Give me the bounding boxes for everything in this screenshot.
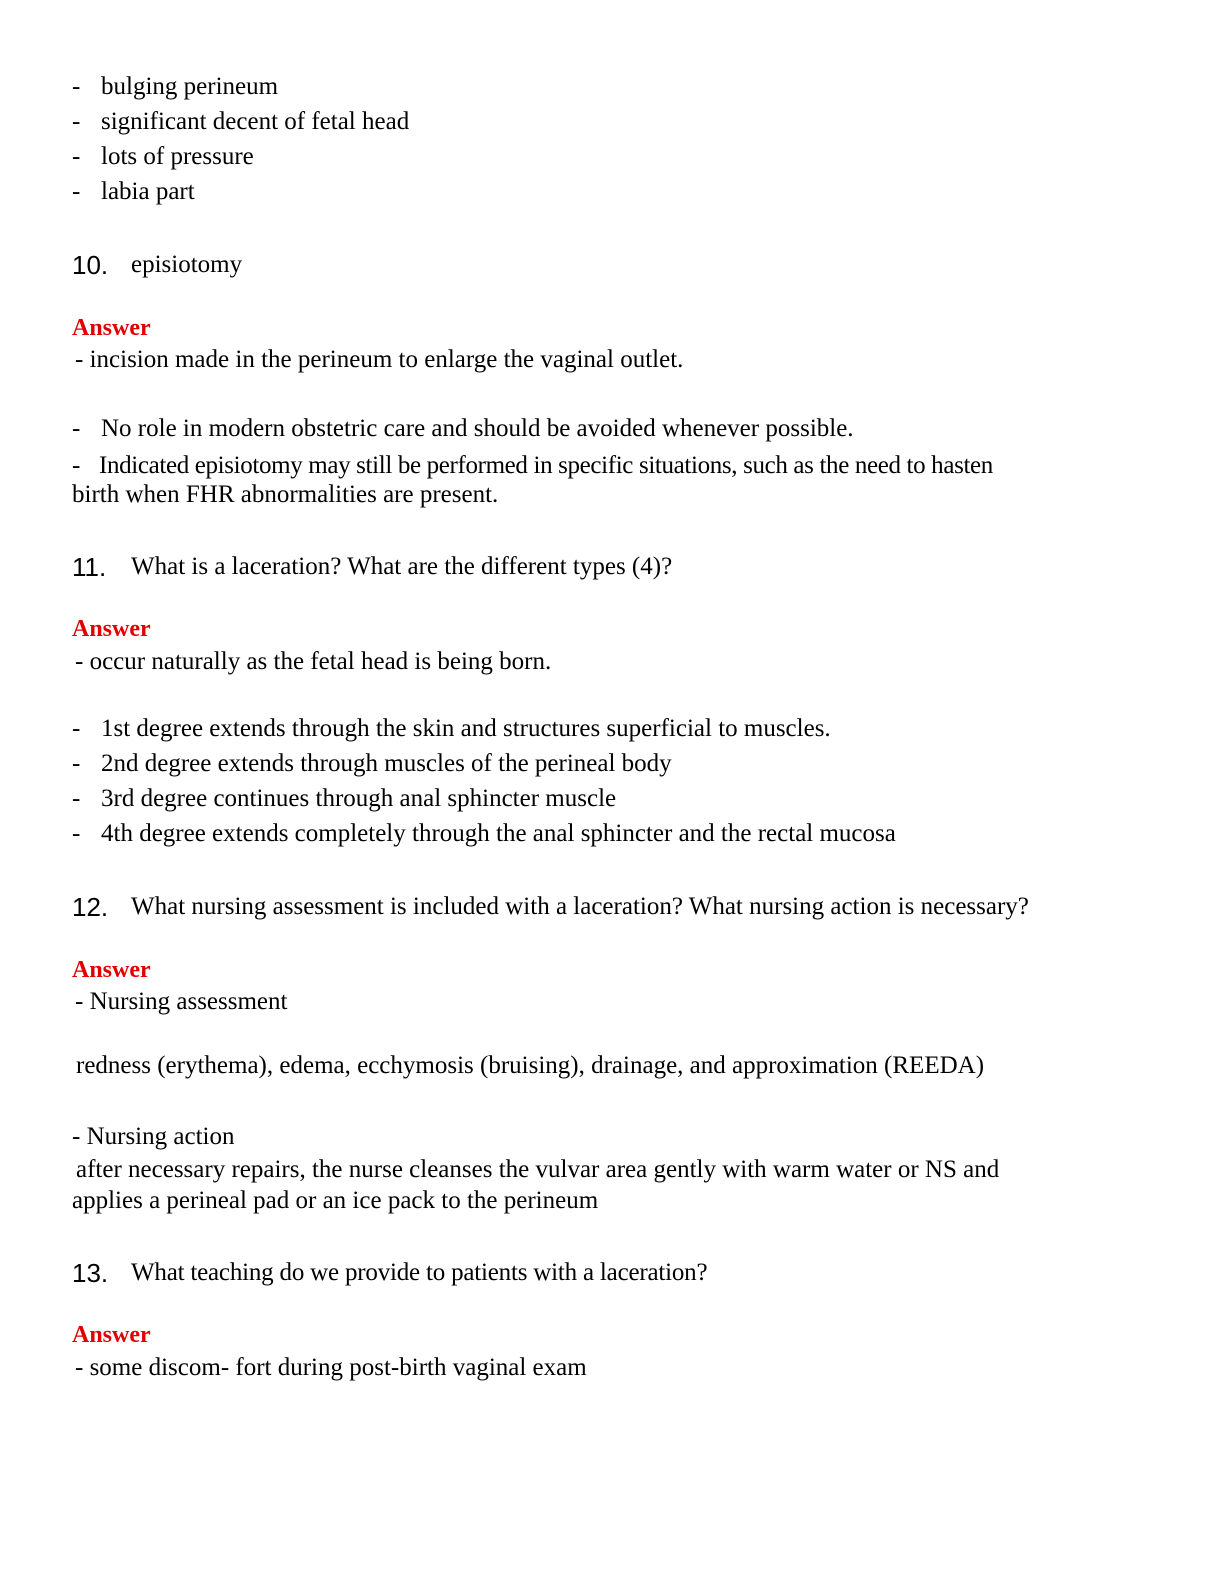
question-number: 10. — [72, 250, 109, 280]
bullet-dash: - — [72, 820, 81, 847]
answer-label: Answer — [72, 616, 151, 642]
question-text: What nursing assessment is included with a laceration? What nursing action is necessary? — [131, 893, 1029, 920]
bullet-dash: - — [72, 73, 81, 100]
list-item: No role in modern obstetric care and should be avoided whenever possible. — [101, 415, 854, 442]
nursing-action-text: after necessary repairs, the nurse cleanses the vulvar area gently with warm water or NS and — [76, 1156, 1000, 1183]
bullet-dash: - — [72, 178, 81, 205]
answer-label: Answer — [72, 1322, 151, 1348]
list-item: labia part — [101, 178, 195, 205]
list-item: lots of pressure — [101, 143, 254, 170]
answer-line: - occur naturally as the fetal head is being born. — [75, 648, 552, 675]
list-item: 4th degree extends completely through the anal sphincter and the rectal mucosa — [101, 820, 896, 847]
answer-label: Answer — [72, 957, 151, 983]
answer-line: - Nursing assessment — [75, 988, 288, 1015]
list-item: 2nd degree extends through muscles of the perineal body — [101, 750, 672, 777]
nursing-action-label: - Nursing action — [72, 1123, 235, 1150]
bullet-dash: - — [72, 143, 81, 170]
list-item: 3rd degree continues through anal sphincter muscle — [101, 785, 617, 812]
bullet-dash: - — [72, 785, 81, 812]
answer-label: Answer — [72, 315, 151, 341]
list-item: bulging perineum — [101, 73, 279, 100]
reeda-text: redness (erythema), edema, ecchymosis (bruising), drainage, and approximation (REEDA) — [76, 1052, 985, 1079]
bullet-dash: - — [72, 750, 81, 777]
list-item: significant decent of fetal head — [101, 108, 410, 135]
question-text: What is a laceration? What are the different types (4)? — [131, 553, 673, 580]
question-number: 13. — [72, 1258, 109, 1288]
question-number: 11. — [72, 552, 107, 582]
bullet-dash: - — [72, 108, 81, 135]
list-item: Indicated episiotomy may still be performed in specific situations, such as the need to hasten — [99, 452, 993, 479]
question-text: episiotomy — [131, 251, 243, 278]
bullet-dash: - — [72, 415, 81, 442]
answer-line: - some discom- fort during post-birth vaginal exam — [75, 1354, 587, 1381]
list-item-continuation: birth when FHR abnormalities are present. — [72, 481, 499, 508]
bullet-dash: - — [72, 715, 81, 742]
answer-line: - incision made in the perineum to enlarge the vaginal outlet. — [75, 346, 684, 373]
list-item: 1st degree extends through the skin and structures superficial to muscles. — [101, 715, 831, 742]
bullet-dash: - — [72, 452, 81, 479]
question-text: What teaching do we provide to patients with a laceration? — [131, 1259, 708, 1286]
nursing-action-text: applies a perineal pad or an ice pack to the perineum — [72, 1187, 599, 1214]
question-number: 12. — [72, 892, 109, 922]
